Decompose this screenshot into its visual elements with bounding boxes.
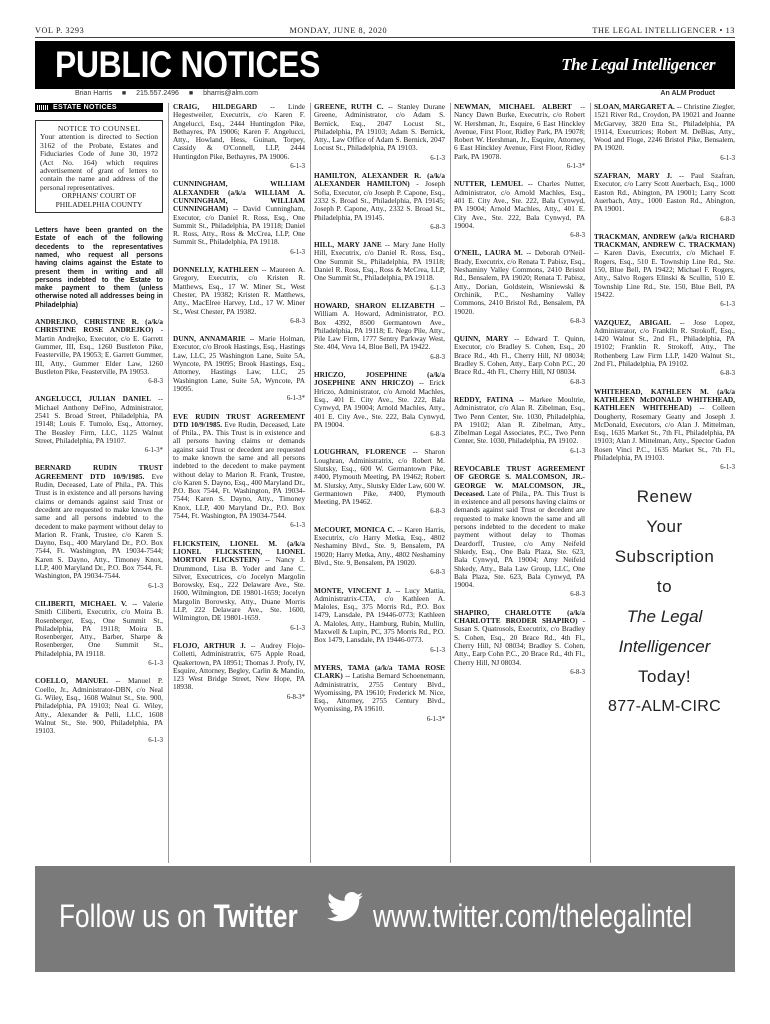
renew-line: to xyxy=(656,576,673,596)
renew-line: Subscription xyxy=(614,546,715,566)
estate-notice xyxy=(314,302,445,362)
letters-granted-notice: Letters have been granted on the Estate of each of the following decedents to the representatives named, who request all persons having claims against the Estate to present them in writing and all persons indebted to the Estate to make payment to them (unless otherwise noted all addresses being in Philadelphia) xyxy=(35,227,163,309)
run-code: 6-1-3 xyxy=(148,582,163,590)
run-code: 6-1-3 xyxy=(290,163,305,171)
run-code: 6-1-3 xyxy=(720,301,735,309)
masthead-logo: The Legal Intelligencer xyxy=(561,55,715,74)
estate-notice xyxy=(314,172,445,232)
run-code: 6-1-3 xyxy=(290,248,305,256)
estate-notice xyxy=(314,103,445,163)
notice-text: -- Michael Anthony DeFino, Administrator, 2541 S. Broad Street, Philadelphia, PA 19148; Louis F. Tumolo, Esq., Attorney, The Beasley Firm, LLC, 1125 Walnut Street, Philadelphia, PA 19107. xyxy=(35,394,163,445)
run-code: 6-8-3 xyxy=(720,370,735,378)
decedent-name: NUTTER, LEMUEL xyxy=(454,179,523,189)
estate-notice xyxy=(173,540,305,633)
notice-text: -- Linde Hegestweiler, Executrix, c/o Karen F. Angelucci, Esq., 2444 Huntingdon Pike, Bethayres, PA 19006; Karen F. Angelucci, Atty., Howland, Hess, Guinan, Torpey, Cassidy & O'Connell, LLP, 2444 Huntingdon Pike, Bethayres, PA 19006. xyxy=(173,103,305,161)
notice-text: -- Sharon Loughran, Administratrix, c/o Robert M. Slutsky, Esq., 600 W. Germantown Pike, #400, Plymouth Meeting, PA 19462; Robert M. Slutsky, Atty., Slutsky Elder Law, 600 W. Germantown Pike, #400, Plymouth Meeting, PA 19462. xyxy=(314,447,445,507)
run-code: 6-8-3 xyxy=(430,353,445,361)
renew-line: Renew xyxy=(636,486,693,506)
decedent-name: EVE RUDIN TRUST AGREEMENT DTD 10/9/1985. xyxy=(173,411,305,429)
run-code: 6-8-3 xyxy=(430,508,445,516)
decedent-name: FLOJO, ARTHUR J. xyxy=(173,640,246,650)
estate-notice xyxy=(314,587,445,655)
run-code: 6-1-3 xyxy=(290,522,305,530)
run-code: 6-1-3 xyxy=(720,464,735,472)
notice-text: - Martin Andrejko, Executor, c/o E. Garrett Gummer, III, Esq., 1260 Bustleton Pike, Feasterville, PA 19053; E. Garrett Gummer, III, Atty., Gummer Elder Law, 1260 Bustleton Pike, Feasterville, PA 19053. xyxy=(35,325,163,376)
decedent-name: NEWMAN, MICHAEL ALBERT xyxy=(454,103,572,111)
page-volume: VOL P. 3293 xyxy=(35,26,85,35)
notice-text: Late of Phila., PA. This Trust is in existence and all persons having claims or demands against said Trust or decedent are requested to make known the same and all persons indebted to the decedent to make payment without delay to Thomas Deardorff, Trustee, c/o Amy Neifeld Shkedy, Esq., One Bala Plaza, Ste. 623, Bala Cynwyd, PA 19004; Amy Neifeld Shkedy, Atty., Bala Law Group, LLC, One Bala Plaza, Ste. 623, Bala Cynwyd, PA 19004. xyxy=(454,488,585,590)
notice-text: -- Deborah O'Neil-Brady, Executrix, c/o Renata T. Pabisz, Esq., Neshaminy Valley Commons, 2410 Bristol Rd., Bensalem, PA 19020; Renata T. Pabisz, Atty., Dorian, Goldstein, Wisniewski & Orchinik, P.C., Neshaminy Valley Commons, 2410 Bristol Rd., Bensalem, PA 19020. xyxy=(454,248,585,316)
notice-to-counsel-box xyxy=(35,120,163,213)
run-code: 6-1-3 xyxy=(720,154,735,162)
twitter-brand: Twitter xyxy=(213,898,298,934)
email-icon: ■ xyxy=(188,90,194,97)
notices-columns xyxy=(35,103,735,863)
notice-text: -- Nancy Dawn Burke, Executrix, c/o Robert W. Hershman, Jr., Esquire, 6 East Hinckley Avenue, First Floor, Ridley Park, PA 19078; Robert W. Hershman, Jr., Esquire, Attorney, 6 East Hinckley Avenue, First Floor, Ridley Park, PA 19078. xyxy=(454,103,585,161)
notice-text: -- Audrey Flojo-Colletti, Administratrix, 675 Apple Road, Quakertown, PA 18951; Thomas J. Profy, IV, Esquire, Attorney, Begley, Carlin & Mandio, 123 West Bridge Street, New Hope, PA 18938. xyxy=(173,640,305,692)
notice-text: -- Nancy J. Drummond, Lisa B. Yoder and Jane C. Silver, Executrices, c/o Jocelyn Margolin Borowsky, Esq., 222 Delaware Ave., Ste. 1600, Wilmington, DE 19801-1659; Jocelyn Margolin Borowsky, Atty., Duane Morris LLP, 222 Delaware Ave., Ste. 1600, Wilmington, DE 19801-1659. xyxy=(173,555,305,623)
decedent-name: DUNN, ANNAMARIE xyxy=(173,334,246,344)
notice-box-body: Your attention is directed to Section 3162 of the Probate, Estates and Fiduciaries Code of June 30, 1972 (Act No. 164) which requires advertisement of grant of letters to contain the name and address of the personal representatives. xyxy=(40,132,158,192)
notice-text: -- Valerie Smith Ciliberti, Executrix, c/o Moira B. Rosenberger, Esq., One Summit St., Philadelphia, PA 19118; Moira B. Rosenberger, Atty., Barber, Sharpe & Rosenberger, One Summit St., Philadelphia, PA 19118. xyxy=(35,598,163,658)
estate-notice xyxy=(35,600,163,668)
estate-notice xyxy=(594,103,735,163)
run-code: 6-1-3* xyxy=(426,715,445,723)
estate-notice xyxy=(173,180,305,257)
run-code: 6-1-3* xyxy=(144,447,163,455)
run-code: 6-8-3 xyxy=(570,668,585,676)
decedent-name: SLOAN, MARGARET A. xyxy=(594,103,675,111)
twitter-banner[interactable] xyxy=(35,866,735,972)
run-code: 6-1-3 xyxy=(430,154,445,162)
notice-text: -- Stanley Durane Greene, Administrator, c/o Adam S. Bernick, Esq., 2047 Locust St., Philadelphia, PA 19103; Adam S. Bernick, Atty., Law Office of Adam S. Bernick, 2047 Locust St., Philadelphia, PA 19103. xyxy=(314,103,445,153)
run-code: 6-1-3 xyxy=(430,646,445,654)
estate-notice xyxy=(594,388,735,473)
decedent-name: CUNNINGHAM, WILLIAM ALEXANDER (a/k/a WILLIAM A. CUNNINGHAM, WILLIAM CUNNINGHAM) xyxy=(173,179,305,214)
decedent-name: ANDREJKO, CHRISTINE R. (a/k/a CHRISTINE ROSE ANDREJKO) xyxy=(35,317,163,335)
alm-product-label: An ALM Product xyxy=(660,90,715,97)
renew-phone: 877-ALM-CIRC xyxy=(608,697,721,715)
contact-bar xyxy=(35,89,735,99)
notice-text: -- Christine Ziegler, 1521 River Rd., Croydon, PA 19021 and Joanne McGarvey, 3820 Etta St., Philadelphia, PA 19114, Executrices; Robert M. DeBias, Atty., Wood and Floge, 2246 Bristol Pike, Bensalem, PA 19020. xyxy=(594,103,735,153)
run-code: 6-1-3* xyxy=(566,163,585,171)
column-rule xyxy=(310,103,311,863)
notice-column-5 xyxy=(594,103,735,863)
notice-text: -- Charles Nutter, Administrator, c/o Arnold Machles, Esq., 401 E. City Ave., Ste. 222, Bala Cynwyd, PA 19004; Arnold Machles, Atty., 401 E. City Ave., Ste. 222, Bala Cynwyd, PA 19004. xyxy=(454,179,585,230)
run-code: 6-8-3 xyxy=(290,317,305,325)
notice-text: -- Mary Jane Holly Hill, Executrix, c/o Daniel R. Ross, Esq., One Summit St., Philadelphia, PA 19118; Daniel R. Ross, Esq., Ross & McCrea, LLP, One Summit St., Philadelphia, PA 19118. xyxy=(314,240,445,283)
estate-notice xyxy=(314,448,445,516)
public-notices-banner xyxy=(35,41,735,89)
notice-text: -- Edward T. Quinn, Executor, c/o Bradley S. Cohen, Esq., 20 Brace Rd., 4th Fl., Cherry Hill, NJ 08034; Bradley S. Cohen, Atty., Earp Cohn P.C., 20 Brace Rd., 4th Fl., Cherry Hill, NJ 08034. xyxy=(454,334,585,377)
contact-phone: 215.557.2496 xyxy=(136,90,179,97)
run-code: 6-1-3 xyxy=(430,284,445,292)
notice-text: Eve Rudin, Deceased, Late of Phila., PA. This Trust is in existence and all persons having claims or demands against said Trust or decedent are requested to make known the same and all persons indebted to the decedent to make payment without delay to Marion R. Frank, Trustee, c/o Karen S. Dayno, Esq., 400 Maryland Dr., P.O. Box 7544, Ft. Washington, PA 19034-7544; Karen S. Dayno, Atty., Timoney Knox, LLP, 400 Maryland Dr., P.O. Box 7544, Ft. Washington, PA 19034-7544. xyxy=(173,419,305,521)
estate-notice xyxy=(454,180,585,240)
contact-name: Brian Harris xyxy=(75,90,112,97)
estate-notice xyxy=(173,335,305,403)
estate-notice xyxy=(173,266,305,326)
estate-notice xyxy=(454,103,585,171)
decedent-name: HILL, MARY JANE xyxy=(314,240,382,250)
decedent-name: CRAIG, HILDEGARD xyxy=(173,103,258,111)
run-code: 6-1-3 xyxy=(290,624,305,632)
notice-text: -- Karen Harris, Executrix, c/o Harry Metka, Esq., 4802 Neshaminy Blvd., Ste. 9, Bensalem, PA 19020; Harry Metka, Atty., 4802 Neshaminy Blvd., Ste. 9, Bensalem, PA 19020. xyxy=(314,524,445,567)
decedent-name: CILIBERTI, MICHAEL V. xyxy=(35,598,127,608)
twitter-url[interactable]: www.twitter.com/thelegalintel xyxy=(373,898,693,934)
notice-text: -- William A. Howard, Administrator, P.O. Box 4392, 8500 Germantown Ave., Philadelphia, PA 19118; E. Nego Pile, Atty., Pile Law Firm, 1777 Sentry Parkway West, Ste. 404, Veva 14, Blue Bell, PA 19422. xyxy=(314,300,445,352)
renew-today: Today! xyxy=(637,666,692,686)
decedent-name: WHITEHEAD, KATHLEEN M. (a/k/a KATHLEEN McDONALD WHITEHEAD, KATHLEEN WHITEHEAD) xyxy=(594,386,735,413)
column-rule xyxy=(590,103,591,863)
estate-notice xyxy=(173,413,305,531)
estate-notice xyxy=(454,249,585,326)
estate-notice xyxy=(173,642,305,702)
run-code: 6-8-3 xyxy=(430,223,445,231)
estate-notice xyxy=(454,609,585,677)
notice-column-1 xyxy=(35,103,163,863)
notice-text: -- Latisha Bernard Schoenemann, Administratrix, 2755 Century Blvd., Wyomissing, PA 19610; Frederick M. Nice, Esq., Attorney, 2755 Century Blvd., Wyomissing, PA 19610. xyxy=(314,671,445,714)
banner-title: PUBLIC NOTICES xyxy=(55,44,321,85)
notice-text: -- Erick Hriczo, Administrator, c/o Arnold Machles, Esq., 401 E. City Ave., Ste. 222, Bala Cynwyd, PA 19004; Arnold Machles, Atty., 401 E. City Ave., Ste. 222, Bala Cynwyd, PA 19004. xyxy=(314,378,445,429)
section-label: ESTATE NOTICES xyxy=(35,103,163,112)
decedent-name: MYERS, TAMA (a/k/a TAMA ROSE CLARK) xyxy=(314,662,445,681)
run-code: 6-8-3 xyxy=(570,591,585,599)
notice-text: -- Jose Lopez, Administrator, c/o Franklin R. Strokoff, Esq., 1420 Walnut St., 2nd Fl., Philadelphia, PA 19102; Franklin R. Strokoff, Atty., The Rothenberg Law Firm LLP, 1420 Walnut St., 2nd Fl., Philadelphia, PA 19102. xyxy=(594,317,735,369)
decedent-name: GREENE, RUTH C. xyxy=(314,103,384,111)
run-code: 6-1-3 xyxy=(570,447,585,455)
notice-box-heading: NOTICE TO COUNSEL xyxy=(57,124,141,133)
run-code: 6-8-3 xyxy=(430,569,445,577)
notice-box-court: ORPHANS' COURT OF PHILADELPHIA COUNTY xyxy=(55,191,143,209)
notice-text: Eve Rudin, Deceased, Late of Phila., PA. This Trust is in existence and all persons having claims or demands against said Trust or decedent are requested to make known the same and all persons indebted to the decedent to make payment without delay to Marion R. Frank, Trustee, c/o Karen S. Dayno, Esq., 400 Maryland Dr., P.O. Box 7544, Ft. Washington, PA 19034-7544; Karen S. Dayno, Atty., Timoney Knox, LLP, 400 Maryland Dr., P.O. Box 7544, Ft. Washington, PA 19034-7544. xyxy=(35,471,163,581)
decedent-name: COELLO, MANUEL xyxy=(35,676,109,686)
twitter-follow-text xyxy=(59,886,298,946)
decedent-name: QUINN, MARY xyxy=(454,334,509,344)
decedent-name: ANGELUCCI, JULIAN DANIEL xyxy=(35,394,152,404)
notice-text: -- Maureen A. Gregory, Executrix, c/o Kristen R. Matthews, Esq., 17 W. Miner St., West Chester, PA 19382; Kristen R. Matthews, Atty., MacElree Harvey, Ltd., 17 W. Miner St., West Chester, PA 19382. xyxy=(173,265,305,316)
decedent-name: FLICKSTEIN, LIONEL M. (a/k/a LIONEL FLICKSTEIN, LIONEL MORTON FLICKSTEIN) xyxy=(173,538,305,565)
notice-text: -- Manuel P. Coello, Jr., Administrator-DBN, c/o Neal G. Wiley, Esq., 1608 Walnut St., Ste. 900, Philadelphia, PA 19103; Neal G. Wiley, Atty., Alexander & Pelli, LLC, 1608 Walnut St., Ste. 900, Philadelphia, PA 19103. xyxy=(35,676,163,736)
estate-notice xyxy=(35,318,163,386)
estate-notice xyxy=(314,371,445,439)
run-code: 6-8-3 xyxy=(570,378,585,386)
notice-column-4 xyxy=(454,103,585,863)
estate-notice xyxy=(314,526,445,578)
estate-notice xyxy=(314,664,445,724)
estate-notice xyxy=(594,172,735,224)
notice-text: -- Colleen Dougherty, Rosemary Geatty and Joseph J. McDonald, Executors, c/o Alan J. Mittelman, Esq., 1635 Market St., 7th Fl., Philadelphia, PA 19103; Alan J. Mittelman, Atty., Spector Gadon Rosen Vinci P.C., 1635 Market St., 7th Fl., Philadelphia, PA 19103. xyxy=(594,403,735,462)
decedent-name: MONTE, VINCENT J. xyxy=(314,585,392,595)
column-rule xyxy=(450,103,451,863)
run-code: 6-8-3 xyxy=(430,431,445,439)
run-code: 6-8-3 xyxy=(148,378,163,386)
notice-text: -- Lucy Mattia, Administratrix-CTA, c/o Kathleen A. Maloles, Esq., 375 Morris Rd., P.O. Box 1479, Lansdale, PA 19446-0773; Kathleen A. Maloles, Atty., Hamburg, Rubin, Mullin, Maxwell & Lupin, PC, 375 Morris Rd., P.O. Box 1479, Lansdale, PA 19446-0773. xyxy=(314,585,445,645)
decedent-name: DONNELLY, KATHLEEN xyxy=(173,265,259,275)
run-code: 6-8-3 xyxy=(720,215,735,223)
notice-text: -- David Cunningham, Executor, c/o Daniel R. Ross, Esq., One Summit St., Philadelphia, PA 19118; Daniel R. Ross, Atty., Ross & McCrea, LLP, One Summit St., Philadelphia, PA 19118. xyxy=(173,204,305,247)
notice-text: -- Karen Davis, Executrix, c/o Michael F. Rogers, Esq., 510 E. Township Line Rd., Ste. 150, Blue Bell, PA 19422; Michael F. Rogers, Atty., Salvo Rogers Elinski & Scullin, 510 E. Township Line Rd., Ste. 150, Blue Bell, PA 19422. xyxy=(594,248,735,299)
decedent-name: McCOURT, MONICA C. xyxy=(314,524,395,534)
notice-text: -- Marie Holman, Executor, c/o Brook Hastings, Esq., Hastings Law, LLC, 25 Washington Lane, Suite 5A, Wyncote, PA 19095; Brook Hastings, Esq., Attorney, Hastings Law, LLC, 25 Washington Lane, Suite 5A, Wyncote, PA 19095. xyxy=(173,334,305,393)
run-code: 6-1-3 xyxy=(148,737,163,745)
run-code: 6-1-3* xyxy=(286,395,305,403)
decedent-name: LOUGHRAN, FLORENCE xyxy=(314,447,407,457)
estate-notice xyxy=(594,233,735,310)
run-code: 6-8-3* xyxy=(286,693,305,701)
page-publication: THE LEGAL INTELLIGENCER • 13 xyxy=(592,26,735,35)
run-code: 6-8-3 xyxy=(570,232,585,240)
estate-notice xyxy=(173,103,305,171)
renew-line: Your xyxy=(646,516,683,536)
decedent-name: REVOCABLE TRUST AGREEMENT OF GEORGE S. MALCOMSON, JR.- GEORGE W. MALCOMSON, JR., Deceased. xyxy=(454,463,585,498)
renew-publication: The Legal xyxy=(626,606,703,626)
estate-notice xyxy=(35,464,163,590)
notice-column-3 xyxy=(314,103,445,863)
notice-text: -- Paul Szafran, Executor, c/o Larry Scott Auerbach, Esq., 1000 Easton Rd., Abington, PA 19001; Larry Scott Auerbach, Atty., 1000 Easton Rd., Abington, PA 19001. xyxy=(594,171,735,214)
contact-email[interactable]: bharris@alm.com xyxy=(203,90,259,97)
run-code: 6-1-3 xyxy=(148,660,163,668)
notice-column-2 xyxy=(173,103,305,863)
decedent-name: HAMILTON, ALEXANDER R. (a/k/a ALEXANDER HAMILTON) xyxy=(314,171,445,189)
decedent-name: SZAFRAN, MARY J. xyxy=(594,171,672,181)
decedent-name: HRICZO, JOSEPHINE (a/k/a JOSEPHINE ANN HRICZO) xyxy=(314,370,445,388)
decedent-name: SHAPIRO, CHARLOTTE (a/k/a CHARLOTTE BRODER SHAPIRO) xyxy=(454,607,585,626)
estate-notice xyxy=(314,241,445,293)
folio-line xyxy=(35,24,735,38)
estate-notice xyxy=(594,319,735,379)
estate-notice xyxy=(35,395,163,455)
notice-text: - Joseph Sofia, Executor, c/o Joseph P. Capone, Esq., 2332 S. Broad St., Philadelphia, PA 19145; Joseph P. Capone, Atty., 2332 S. Broad St., Philadelphia, PA 19145. xyxy=(314,179,445,222)
estate-notice xyxy=(454,396,585,456)
page-date: MONDAY, JUNE 8, 2020 xyxy=(289,26,388,35)
follow-label: Follow us on xyxy=(59,898,214,934)
decedent-name: VAZQUEZ, ABIGAIL xyxy=(594,317,672,327)
notice-text: - Susan S. Quatrosols, Executrix, c/o Bradley S. Cohen, Esq., 20 Brace Rd., 4th Fl., Cherry Hill, NJ 08034; Bradley S. Cohen, Atty., Earp Cohn P.C., 20 Brace Rd., 4th Fl., Cherry Hill, NJ 08034. xyxy=(454,616,585,667)
run-code: 6-8-3 xyxy=(570,317,585,325)
estate-notice xyxy=(454,465,585,600)
decedent-name: O'NEIL, LAURA M. xyxy=(454,248,523,258)
notice-text: -- Markee Moultrie, Administrator, c/o Alan R. Zibelman, Esq., Two Penn Center, Ste. 1030, Philadelphia, PA 19102; Alan R. Zibelman, Atty., Zibelman Legal Associates, P.C., Two Penn Center, Ste. 1030, Philadelphia, PA 19102. xyxy=(454,394,585,446)
phone-icon: ■ xyxy=(121,90,127,97)
decedent-name: TRACKMAN, ANDREW (a/k/a RICHARD TRACKMAN, ANDREW C. TRACKMAN) xyxy=(594,231,735,250)
decedent-name: BERNARD RUDIN TRUST AGREEMENT DTD 10/9/1985. xyxy=(35,463,163,481)
renew-subscription-ad[interactable] xyxy=(594,482,735,722)
twitter-bird-icon xyxy=(327,892,363,927)
estate-notice xyxy=(454,335,585,387)
column-rule xyxy=(168,103,169,863)
estate-notice xyxy=(35,677,163,745)
decedent-name: HOWARD, SHARON ELIZABETH xyxy=(314,300,435,310)
decedent-name: REDDY, FATINA xyxy=(454,394,514,404)
renew-publication: Intelligencer xyxy=(618,636,711,656)
